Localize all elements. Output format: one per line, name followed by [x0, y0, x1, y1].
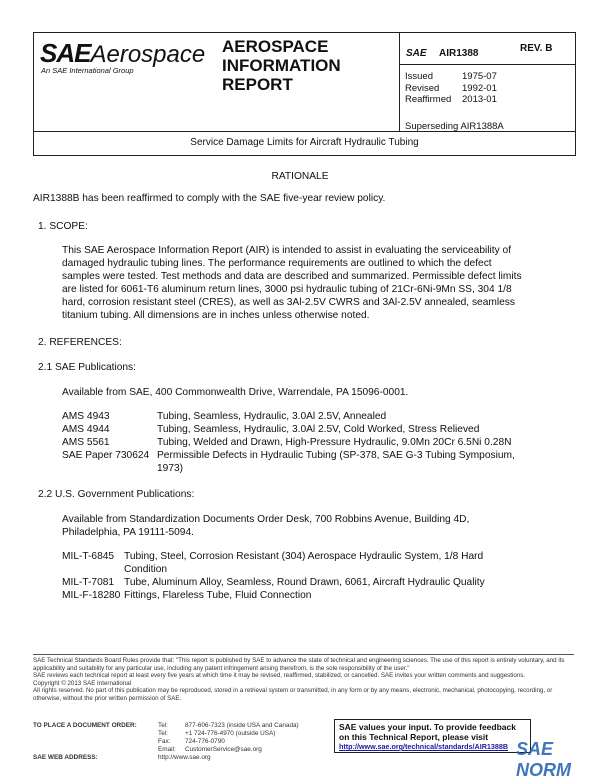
sae-available: Available from SAE, 400 Commonwealth Drive, Warrendale, PA 15096-0001.: [62, 387, 409, 398]
rationale-heading: RATIONALE: [271, 171, 329, 182]
reference-row: [62, 563, 574, 576]
fax-value: 724-776-0790: [185, 738, 225, 745]
reference-code: MIL-T-6845: [62, 551, 115, 562]
feedback-box: [334, 719, 531, 753]
header-box: [33, 32, 576, 132]
scope-line: hard, corrosion resistant steel (CRES), as well as 3Al-2.5V CWRS and 3Al-2.5V annealed, seamless: [62, 297, 515, 308]
tel2-value: +1 724-776-4970 (outside USA): [185, 730, 276, 737]
revision: REV. B: [520, 43, 553, 54]
feedback-link[interactable]: http://www.sae.org/technical/standards/AIR1388B: [339, 742, 509, 751]
divider: [400, 64, 576, 65]
reference-row: [62, 423, 574, 436]
doc-info-block: [399, 33, 576, 131]
report-title-3: REPORT: [222, 75, 293, 94]
reaffirmed-date: 2013-01: [462, 94, 497, 105]
doc-number: AIR1388: [439, 48, 479, 59]
logo-subtitle: An SAE International Group: [41, 66, 134, 75]
email-value[interactable]: CustomerService@sae.org: [185, 746, 262, 753]
gov-available-2: Philadelphia, PA 19111-5094.: [62, 527, 194, 538]
feedback-line-1: SAE values your input. To provide feedback: [339, 722, 516, 732]
report-title-2: INFORMATION: [222, 56, 341, 75]
footer-review: SAE reviews each technical report at least every five years at which time it may be revised, reaffirmed, stabilized, or cancelled. SAE invites your written comments and suggestions.: [33, 672, 526, 680]
tel-value: 877-606-7323 (inside USA and Canada): [185, 722, 299, 729]
web-value[interactable]: http://www.sae.org: [158, 754, 211, 761]
rationale-text: AIR1388B has been reaffirmed to comply with the SAE five-year review policy.: [33, 193, 386, 204]
tel-label: Tel:: [158, 722, 168, 729]
logo-sae: SAE: [40, 38, 91, 68]
footer-rule: [33, 654, 574, 655]
footer-notices: [33, 657, 574, 703]
reference-desc: Tubing, Seamless, Hydraulic, 3.0Al 2.5V, Annealed: [157, 411, 387, 422]
scope-heading: 1. SCOPE:: [38, 221, 88, 232]
report-title-1: AEROSPACE: [222, 37, 329, 56]
scope-line: are listed for 6061-T6 aluminum return lines, 3000 psi hydraulic tubing of 21Cr-6Ni-9Mn SS, 304 1/8: [62, 284, 512, 295]
gov-reference-list: [62, 550, 574, 602]
logo-block: [34, 33, 212, 131]
gov-available-1: Available from Standardization Documents Order Desk, 700 Robbins Avenue, Building 4D,: [62, 514, 470, 525]
fax-label: Fax:: [158, 738, 171, 745]
reaffirmed-label: Reaffirmed: [405, 94, 452, 105]
footer-rights: All rights reserved. No part of this publication may be reproduced, stored in a retrieval system or transmitted, in any form or by any means, electronic, mechanical, photocopying, recording, or otherwise, without the prior written permission of SAE.: [33, 687, 553, 702]
order-label: TO PLACE A DOCUMENT ORDER:: [33, 722, 137, 729]
footer-rules: SAE Technical Standards Board Rules provide that: "This report is published by SAE to advance the state of technical and engineering sciences. The use of this report is entirely voluntary, and its applicability and suitability for any particular use, including any patent infringement arising therefrom, is the sole responsibility of the user.": [33, 657, 565, 672]
revised-date: 1992-01: [462, 82, 497, 94]
sae-mark: SAE: [406, 48, 427, 59]
sae-publications-heading: 2.1 SAE Publications:: [38, 362, 136, 373]
references-heading: 2. REFERENCES:: [38, 337, 122, 348]
reference-code: AMS 5561: [62, 437, 110, 448]
reference-row: [62, 462, 574, 475]
superseding: Superseding AIR1388A: [405, 121, 504, 132]
web-label: SAE WEB ADDRESS:: [33, 754, 98, 761]
scope-line: titanium tubing. All dimensions are in inches unless otherwise noted.: [62, 310, 370, 321]
reference-code: MIL-T-7081: [62, 577, 115, 588]
feedback-line-2: on this Technical Report, please visit: [339, 732, 489, 742]
reference-desc: Permissible Defects in Hydraulic Tubing (SP-378, SAE G-3 Tubing Symposium,: [157, 450, 515, 461]
reference-code: AMS 4943: [62, 411, 110, 422]
tel2-label: Tel:: [158, 730, 168, 737]
scope-line: This SAE Aerospace Information Report (AIR) is intended to assist in evaluating the serviceability of: [62, 245, 512, 256]
scope-line: samples were tested. Test methods and data are described and summarized. Permissible defect limits: [62, 271, 522, 282]
footer-copyright: Copyright © 2013 SAE International: [33, 679, 132, 687]
reference-desc: Fittings, Flareless Tube, Fluid Connection: [124, 590, 312, 601]
issued-date: 1975-07: [462, 71, 497, 82]
reference-desc: Tubing, Steel, Corrosion Resistant (304) Aerospace Hydraulic System, 1/8 Hard: [124, 551, 484, 562]
revised-label: Revised: [405, 82, 440, 94]
logo-aerospace: Aerospace: [90, 41, 206, 68]
reference-row: [62, 589, 574, 602]
reference-desc: Tube, Aluminum Alloy, Seamless, Round Drawn, 6061, Aircraft Hydraulic Quality: [124, 577, 485, 588]
reference-row: [62, 550, 574, 563]
reference-code: AMS 4944: [62, 424, 110, 435]
reference-row: [62, 436, 574, 449]
order-info: [33, 722, 333, 762]
scope-paragraph: [62, 244, 574, 322]
gov-publications-heading: 2.2 U.S. Government Publications:: [38, 489, 195, 500]
watermark-logo: SAE NORM: [516, 739, 571, 780]
reference-desc-cont: 1973): [157, 463, 184, 474]
report-type-block: [212, 33, 399, 131]
reference-desc-cont: Condition: [124, 564, 168, 575]
reference-row: [62, 449, 574, 462]
sae-reference-list: [62, 410, 574, 475]
reference-code: SAE Paper 730624: [62, 450, 150, 461]
reference-row: [62, 410, 574, 423]
document-title: Service Damage Limits for Aircraft Hydraulic Tubing: [33, 131, 576, 156]
reference-row: [62, 576, 574, 589]
scope-line: damaged hydraulic tubing lines. The performance requirements are outlined to which the defect: [62, 258, 492, 269]
email-label: Email:: [158, 746, 176, 753]
reference-desc: Tubing, Welded and Drawn, High-Pressure Hydraulic, 9.0Mn 20Cr 6.5Ni 0.28N: [157, 437, 512, 448]
reference-desc: Tubing, Seamless, Hydraulic, 3.0Al 2.5V, Cold Worked, Stress Relieved: [157, 424, 480, 435]
issued-label: Issued: [405, 71, 433, 82]
reference-code: MIL-F-18280: [62, 590, 121, 601]
